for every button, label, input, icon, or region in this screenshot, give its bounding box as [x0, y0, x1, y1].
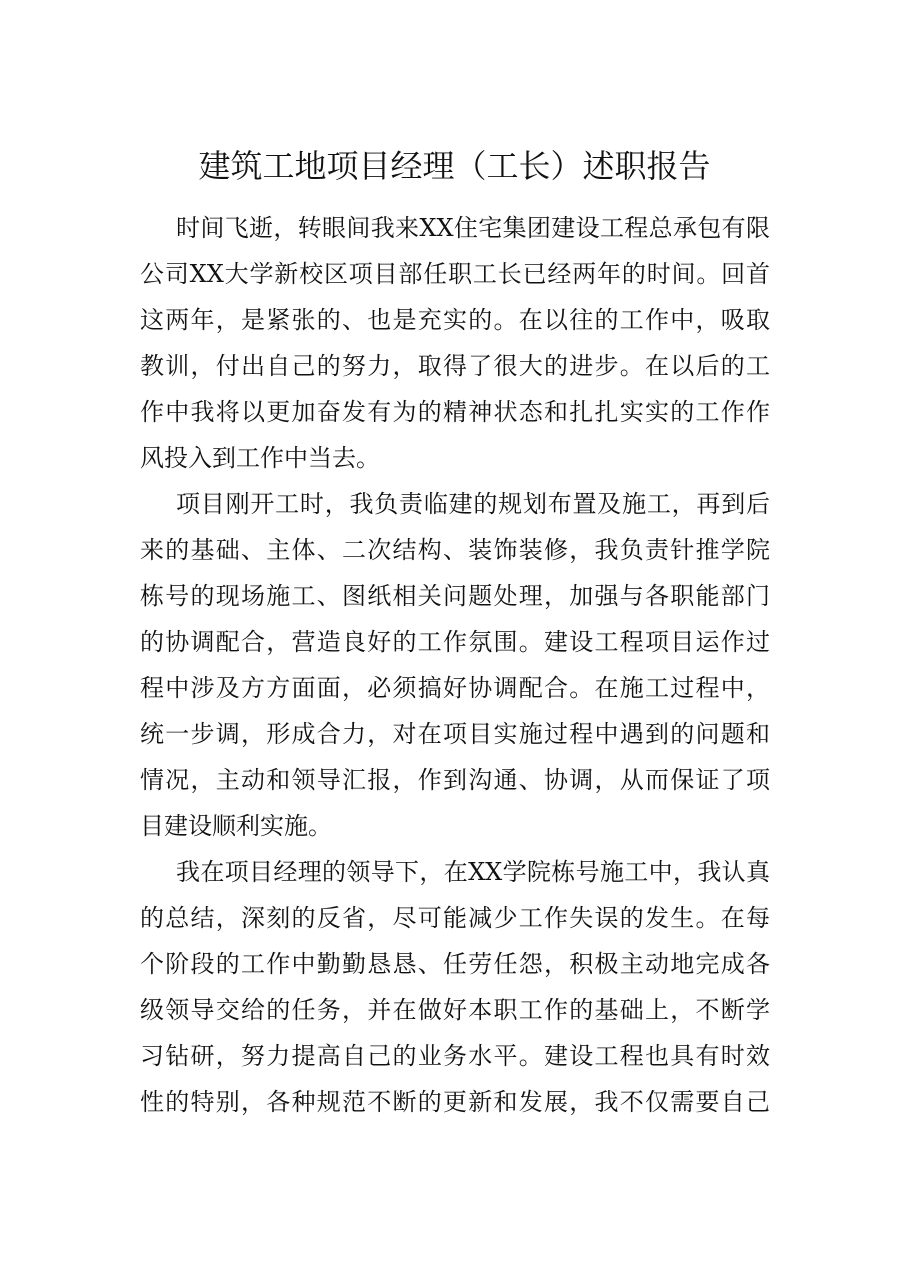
paragraph-3-line: 我在项目经理的领导下，在XX学院栋号施工中，我认真 [176, 858, 770, 886]
paragraph-2-line: 的协调配合，营造良好的工作氛围。建设工程项目运作过 [140, 628, 770, 656]
paragraph-1-line: 公司XX大学新校区项目部任职工长已经两年的时间。回首 [140, 260, 770, 288]
document-title: 建筑工地项目经理（工长）述职报告 [198, 147, 711, 185]
paragraph-3-line: 习钻研，努力提高自己的业务水平。建设工程也具有时效 [140, 1042, 770, 1070]
paragraph-2-line: 情况，主动和领导汇报，作到沟通、协调，从而保证了项 [140, 766, 770, 794]
paragraph-3-line: 性的特别，各种规范不断的更新和发展，我不仅需要自己 [140, 1088, 770, 1116]
paragraph-3-line: 级领导交给的任务，并在做好本职工作的基础上，不断学 [140, 996, 770, 1024]
document-body [140, 205, 770, 1125]
paragraph-2-line: 项目刚开工时，我负责临建的规划布置及施工，再到后 [176, 490, 770, 518]
paragraph-1-line: 风投入到工作中当去。 [140, 444, 380, 472]
paragraph-1-line: 时间飞逝，转眼间我来XX住宅集团建设工程总承包有限 [176, 214, 770, 242]
paragraph-1-line: 这两年，是紧张的、也是充实的。在以往的工作中，吸取 [140, 306, 770, 334]
paragraph-3-line: 的总结，深刻的反省，尽可能减少工作失误的发生。在每 [140, 904, 770, 932]
paragraph-2-line: 程中涉及方方面面，必须搞好协调配合。在施工过程中， [140, 674, 770, 702]
paragraph-2-line: 统一步调，形成合力，对在项目实施过程中遇到的问题和 [140, 720, 770, 748]
paragraph-1-line: 教训，付出自己的努力，取得了很大的进步。在以后的工 [140, 352, 770, 380]
paragraph-2-line: 目建设顺利实施。 [140, 812, 332, 840]
paragraph-3-line: 个阶段的工作中勤勤恳恳、任劳任怨，积极主动地完成各 [140, 950, 770, 978]
paragraph-2-line: 来的基础、主体、二次结构、装饰装修，我负责针推学院 [140, 536, 770, 564]
paragraph-2-line: 栋号的现场施工、图纸相关问题处理，加强与各职能部门 [140, 582, 770, 610]
paragraph-1-line: 作中我将以更加奋发有为的精神状态和扎扎实实的工作作 [140, 398, 770, 426]
